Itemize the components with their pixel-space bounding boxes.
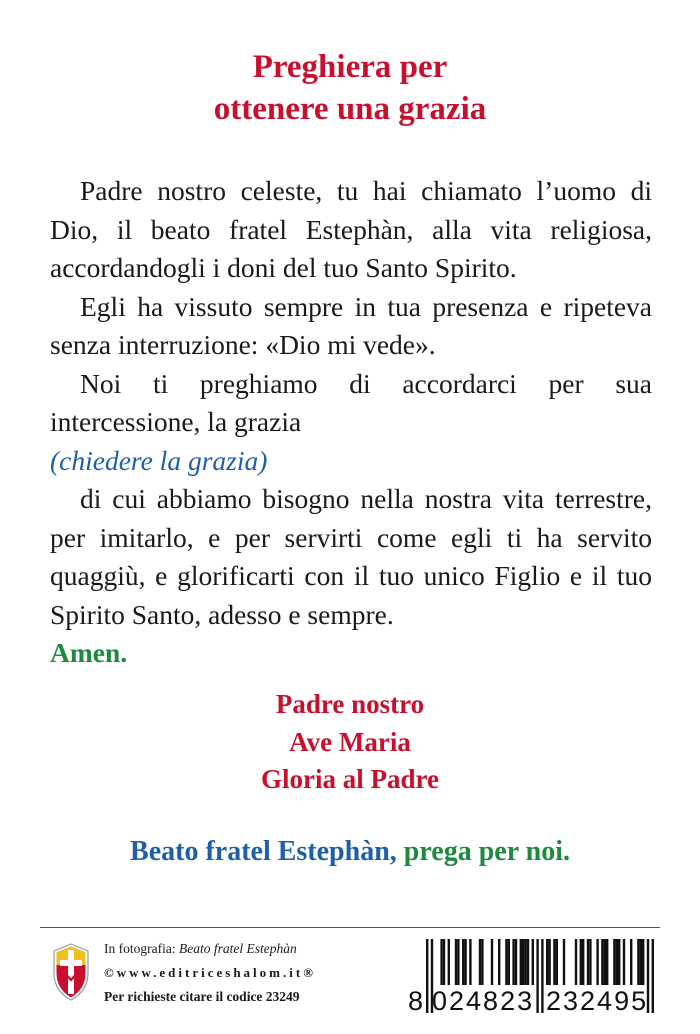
- barcode-bar: [642, 939, 644, 985]
- invocation-pray: prega per noi.: [403, 836, 570, 867]
- prayer-item: Ave Maria: [289, 726, 411, 757]
- prayer-paragraph-3: Noi ti preghiamo di accordarci per sua intercessione, la grazia: [50, 367, 652, 437]
- barcode-bar: [604, 939, 606, 985]
- barcode-bar: [457, 939, 459, 985]
- prayer-paragraph-1: Padre nostro celeste, tu hai chiamato l’uomo di Dio, il beato fratel Estephàn, alla vita religiosa, accordandogli i doni del tuo Santo Spirito.: [50, 175, 652, 283]
- credits-block: [104, 937, 316, 1009]
- barcode-bar: [541, 939, 543, 1013]
- barcode-bar: [563, 939, 565, 985]
- barcode-bar: [582, 939, 584, 985]
- barcode-bar: [553, 939, 555, 985]
- barcode-bar: [462, 939, 464, 985]
- barcode-bar: [520, 939, 522, 985]
- barcode-bar: [556, 939, 558, 985]
- barcode-bar: [508, 939, 510, 985]
- barcode-bar: [524, 939, 526, 985]
- barcode-bar: [652, 939, 654, 1013]
- barcode-group-1: 024823: [432, 986, 535, 1016]
- website-link[interactable]: ©www.editriceshalom.it®: [104, 965, 316, 980]
- barcode-lead-digit: 8: [408, 986, 426, 1016]
- barcode-bar: [616, 939, 618, 985]
- title-line-1: Preghiera per: [252, 49, 448, 85]
- barcode-bar: [580, 939, 582, 985]
- barcode-bar: [623, 939, 625, 985]
- barcode-bar: [505, 939, 507, 985]
- shalom-publisher-logo-icon: [52, 943, 90, 1001]
- barcode-bar: [606, 939, 608, 985]
- barcode-bar: [443, 939, 445, 985]
- prayers-list: [0, 686, 700, 799]
- barcode-bar: [426, 939, 428, 1013]
- invocation: [0, 834, 700, 870]
- barcode-bar: [512, 939, 514, 985]
- barcode-bar: [481, 939, 483, 985]
- barcode-group-2: 232495: [546, 986, 649, 1016]
- barcode-bar: [532, 939, 534, 985]
- barcode-bar: [536, 939, 538, 1013]
- barcode-bar: [464, 939, 466, 985]
- photo-label: In fotografia:: [104, 941, 176, 956]
- request-placeholder: (chiedere la grazia): [50, 444, 268, 476]
- product-code: Per richieste citare il codice 23249: [104, 989, 300, 1004]
- barcode-bar: [587, 939, 589, 985]
- barcode-bar: [448, 939, 450, 985]
- barcode-bar: [613, 939, 615, 985]
- barcode-bar: [601, 939, 603, 985]
- prayer-paragraph-2: Egli ha vissuto sempre in tua presenza e ripeteva senza interruzione: «Dio mi vede».: [50, 290, 652, 360]
- barcode-bar: [455, 939, 457, 985]
- amen-text: Amen.: [50, 637, 128, 668]
- barcode-bar: [618, 939, 620, 985]
- barcode-bar: [479, 939, 481, 985]
- photo-subject: Beato fratel Estephàn: [178, 941, 297, 956]
- barcode-bar: [548, 939, 550, 985]
- barcode-bar: [575, 939, 577, 985]
- barcode-bar: [640, 939, 642, 985]
- barcode-bar: [596, 939, 598, 985]
- barcode-bar: [515, 939, 517, 985]
- prayer-body: [50, 172, 652, 673]
- invocation-name: Beato fratel Estephàn,: [130, 836, 397, 867]
- title-line-2: ottenere una grazia: [213, 91, 487, 127]
- barcode-bar: [527, 939, 529, 985]
- barcode-bar: [637, 939, 639, 985]
- footer-divider: [40, 927, 660, 928]
- barcode-bar: [589, 939, 591, 985]
- barcode-bar: [630, 939, 632, 985]
- prayer-item: Gloria al Padre: [261, 764, 439, 794]
- prayer-title: [0, 46, 700, 130]
- prayer-item: Padre nostro: [275, 689, 425, 719]
- prayer-paragraph-4: di cui abbiamo bisogno nella nostra vita terrestre, per imitarlo, e per servirti come egli ti ha servito quaggiù, e glorificarti con il tuo unico Figlio e il tuo Spirito Santo, adesso e sempre.: [50, 483, 652, 630]
- barcode-bar: [491, 939, 493, 985]
- barcode-bar: [522, 939, 524, 985]
- photo-credit: [104, 937, 316, 961]
- barcode-bar: [546, 939, 548, 985]
- barcode-bar: [469, 939, 471, 985]
- barcode-bar: [498, 939, 500, 985]
- barcode-bar: [440, 939, 442, 985]
